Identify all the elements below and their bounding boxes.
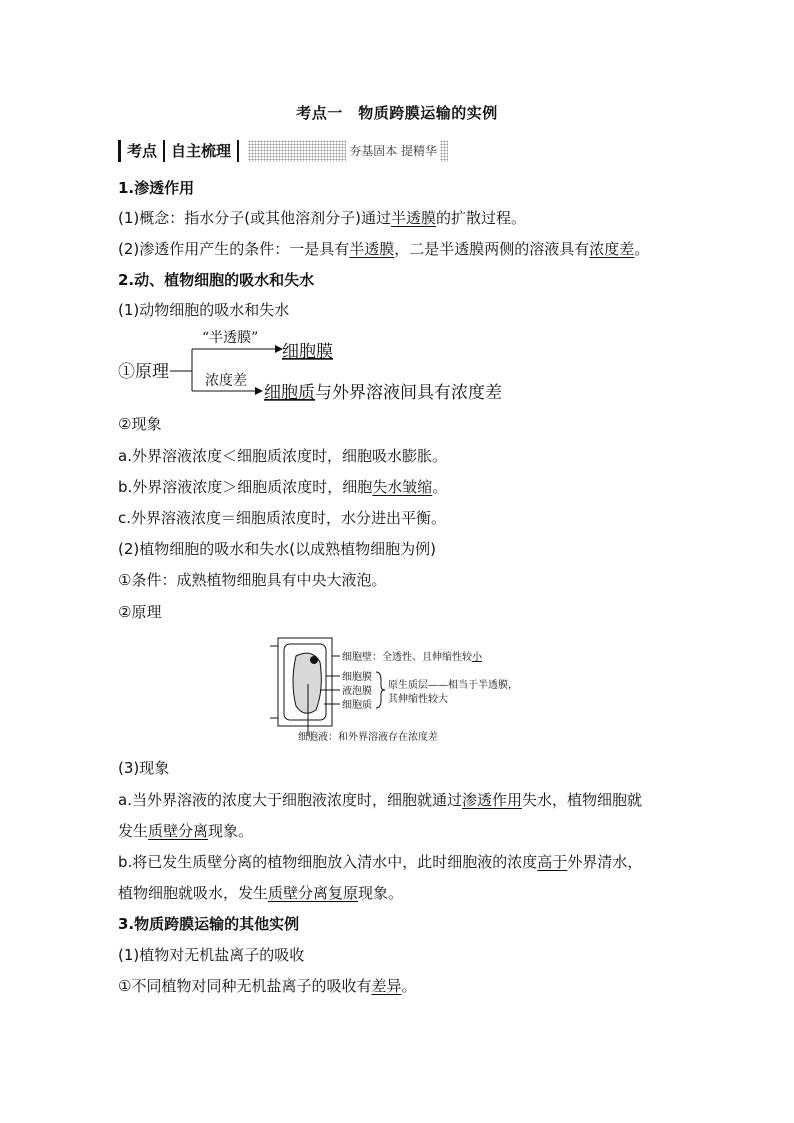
- top-result: 细胞膜: [282, 342, 333, 362]
- heading-cell-water: 2.动、植物细胞的吸水和失水: [118, 271, 315, 289]
- principle-label: ①原理: [118, 362, 169, 382]
- banner-divider: [237, 140, 239, 162]
- banner-tag-kaodian: 考点: [127, 142, 158, 160]
- paragraph-concept: (1)概念：指水分子(或其他溶剂分子)通过半透膜的扩散过程。: [118, 209, 526, 227]
- paragraph-conditions: (2)渗透作用产生的条件：一是具有半透膜，二是半透膜两侧的溶液具有浓度差。: [118, 240, 650, 258]
- plant-condition: ①条件：成熟植物细胞具有中央大液泡。: [118, 571, 387, 589]
- banner-bar: [118, 140, 121, 162]
- subheading-phenomenon: (3)现象: [118, 759, 170, 777]
- phenomenon-plant-b-2: 植物细胞就吸水，发生质壁分离复原现象。: [118, 884, 404, 902]
- heading-osmosis: 1.渗透作用: [118, 179, 195, 197]
- label-cell-wall: 细胞壁：全透性、且伸缩性较小: [342, 652, 482, 663]
- subheading-ion-absorption: (1)植物对无机盐离子的吸收: [118, 946, 305, 964]
- label-cytoplasm: 细胞质: [342, 700, 372, 711]
- page-title: 考点一 物质跨膜运输的实例: [296, 104, 498, 122]
- label-cell-membrane: 细胞膜: [342, 672, 372, 683]
- bottom-result-rest: 与外界溶液间具有浓度差: [315, 383, 502, 403]
- phenomenon-plant-a-1: a.当外界溶液的浓度大于细胞液浓度时，细胞就通过渗透作用失水，植物细胞就: [118, 791, 642, 809]
- banner-tag-zizhu: 自主梳理: [171, 142, 232, 160]
- heading-other-examples: 3.物质跨膜运输的其他实例: [118, 915, 300, 933]
- principle-diagram: [110, 326, 550, 406]
- figure-caption-cell-sap: 细胞液：和外界溶液存在浓度差: [298, 732, 438, 743]
- bottom-arrow-label: 浓度差: [205, 373, 247, 389]
- label-tonoplast: 液泡膜: [342, 686, 372, 697]
- plant-cell-figure: [268, 634, 538, 746]
- phenomenon-plant-a-2: 发生质壁分离现象。: [118, 822, 254, 840]
- phenomenon-c: c.外界溶液浓度＝细胞质浓度时，水分进出平衡。: [118, 509, 447, 527]
- phenomenon-heading: ②现象: [118, 415, 162, 433]
- plant-principle-heading: ②原理: [118, 603, 162, 621]
- subheading-plant-cell: (2)植物细胞的吸水和失水(以成熟植物细胞为例): [118, 540, 436, 558]
- paragraph-ion-difference: ①不同植物对同种无机盐离子的吸收有差异。: [118, 977, 417, 995]
- top-arrow-label: “半透膜”: [202, 330, 259, 346]
- phenomenon-a: a.外界溶液浓度＜细胞质浓度时，细胞吸水膨胀。: [118, 447, 447, 465]
- section-banner: [118, 140, 448, 162]
- banner-dotted-strip: [248, 140, 448, 162]
- phenomenon-plant-b-1: b.将已发生质壁分离的植物细胞放入清水中，此时细胞液的浓度高于外界清水，: [118, 853, 643, 871]
- banner-divider: [163, 140, 165, 162]
- label-protoplast-layer-1: 原生质层——相当于半透膜，: [388, 680, 518, 691]
- protoplast-brace: [376, 672, 385, 708]
- bottom-result-underlined: 细胞质: [264, 383, 315, 403]
- phenomenon-b: b.外界溶液浓度＞细胞质浓度时，细胞失水皱缩。: [118, 478, 448, 496]
- label-protoplast-layer-2: 其伸缩性较大: [388, 694, 448, 705]
- subheading-animal-cell: (1)动物细胞的吸水和失水: [118, 301, 290, 319]
- arrow-bottom-head: [255, 387, 263, 395]
- banner-motto: 夯基固本 提精华: [346, 140, 440, 162]
- nucleus-shape: [310, 656, 318, 664]
